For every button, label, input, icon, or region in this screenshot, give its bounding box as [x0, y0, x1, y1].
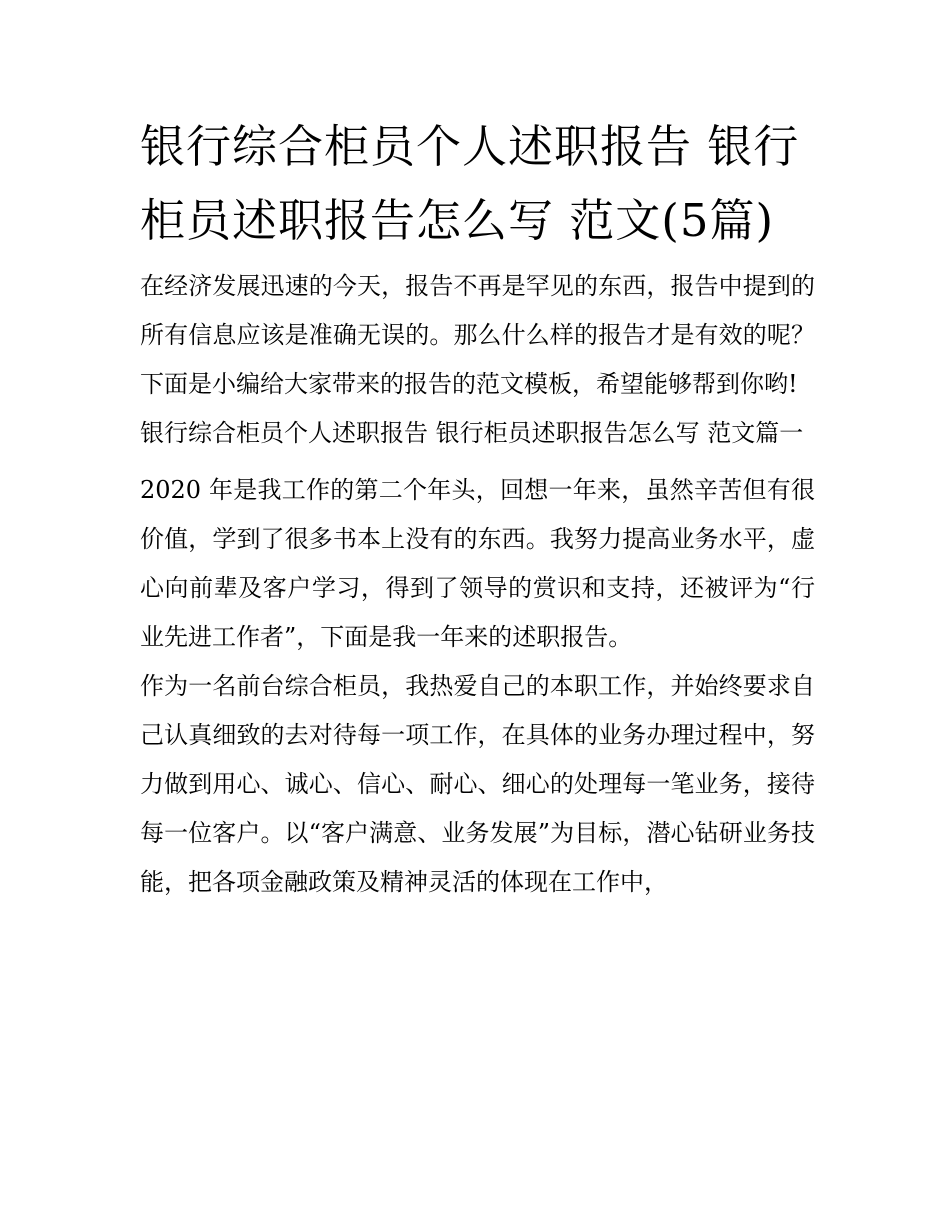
document-title: 银行综合柜员个人述职报告 银行柜员述职报告怎么写 范文(5篇)	[140, 120, 800, 247]
section-heading: 银行综合柜员个人述职报告 银行柜员述职报告怎么写 范文篇一	[140, 419, 804, 447]
document-body	[140, 110, 815, 907]
body-paragraph-2: 作为一名前台综合柜员，我热爱自己的本职工作，并始终要求自己认真细致的去对待每一项工作，在具体的业务办理过程中，努力做到用心、诚心、信心、耐心、细心的处理每一笔业务，接待每一位客户。以“客户满意、业务发展”为目标，潜心钻研业务技能，把各项金融政策及精神灵活的体现在工作中，	[140, 672, 815, 896]
body-paragraph-1: 2020 年是我工作的第二个年头，回想一年来，虽然辛苦但有很价值，学到了很多书本上没有的东西。我努力提高业务水平，虚心向前辈及客户学习，得到了领导的赏识和支持，还被评为“行业先进工作者”，下面是我一年来的述职报告。	[140, 476, 815, 651]
intro-paragraph: 在经济发展迅速的今天，报告不再是罕见的东西，报告中提到的所有信息应该是准确无误的。那么什么样的报告才是有效的呢？下面是小编给大家带来的报告的范文模板，希望能够帮到你哟!	[140, 272, 815, 398]
